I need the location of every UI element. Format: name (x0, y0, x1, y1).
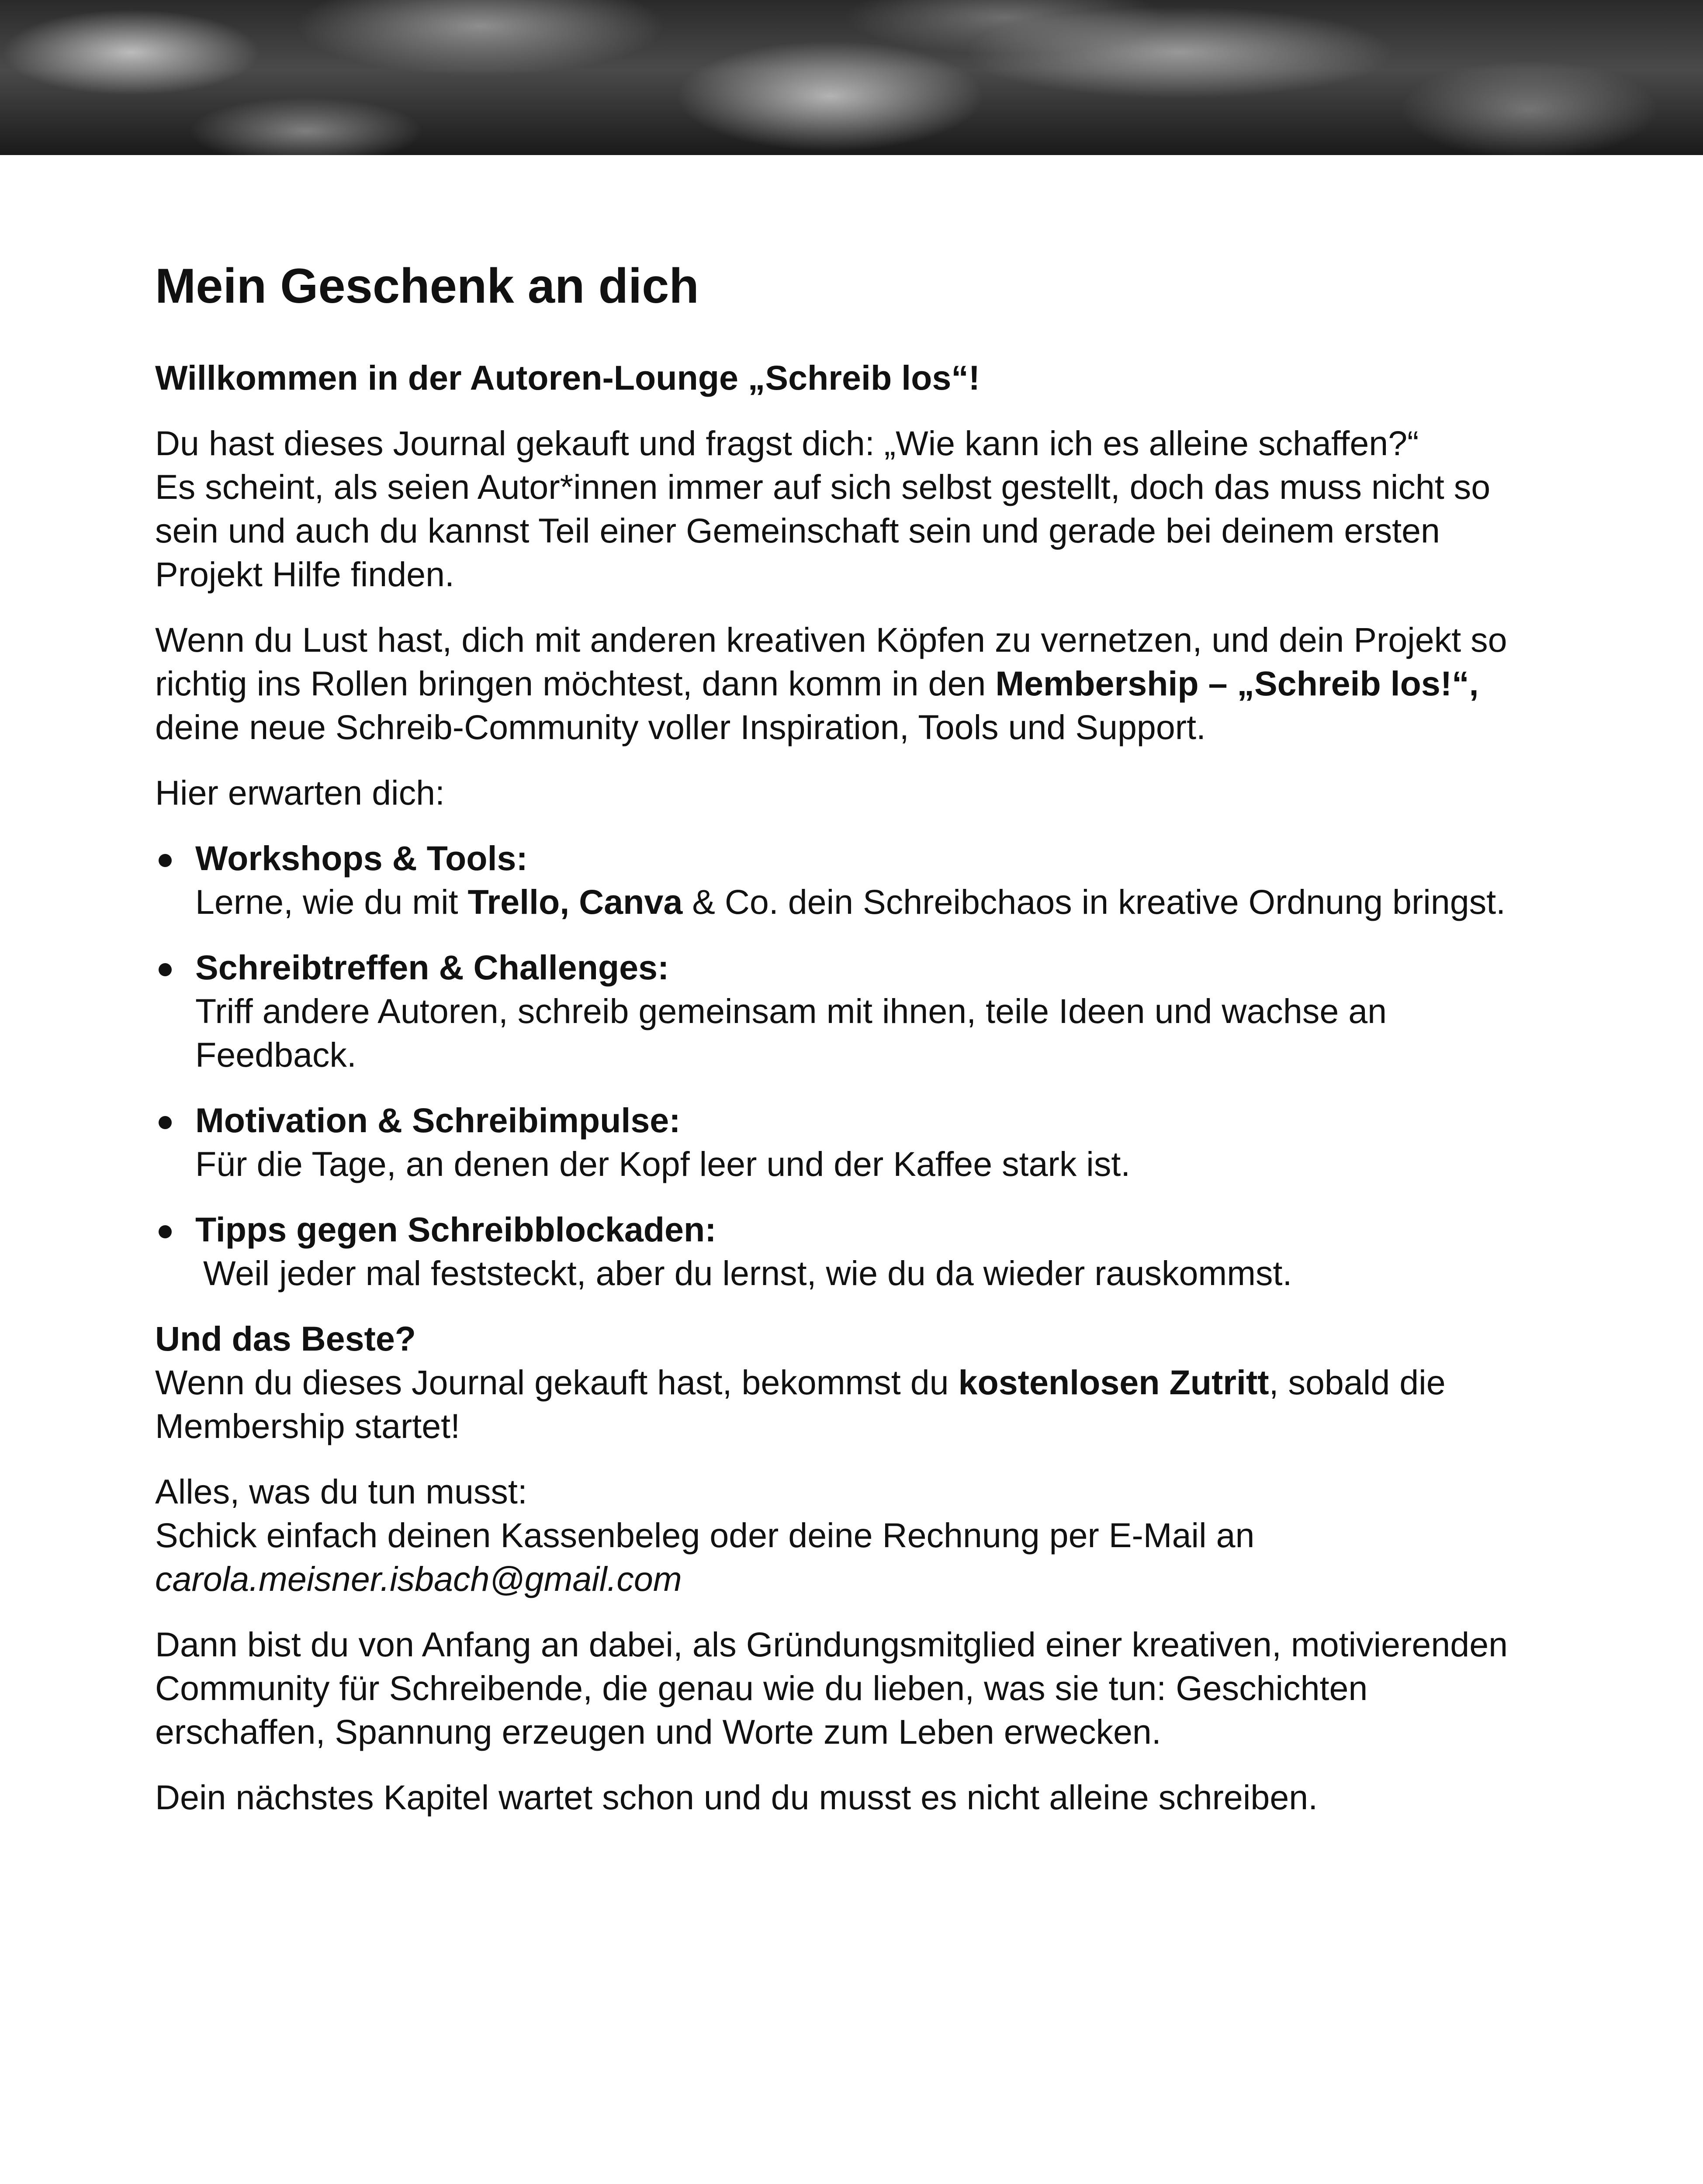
todo-line: Schick einfach deinen Kassenbeleg oder deine Rechnung per E-Mail an (155, 1516, 1255, 1555)
bullet-title: Tipps gegen Schreibblockaden: (195, 1210, 717, 1249)
list-item-workshops (155, 836, 1575, 924)
invite-paragraph (155, 618, 1575, 749)
invite-line: Wenn du Lust hast, dich mit anderen kreativen Köpfen zu vernetzen, und dein Projekt so (155, 620, 1507, 659)
tool-names: Trello, Canva (467, 882, 683, 921)
storm-clouds-banner (0, 0, 1703, 155)
expect-label: Hier erwarten dich: (155, 773, 445, 812)
free-access: kostenlosen Zutritt (958, 1363, 1269, 1402)
best-title: Und das Beste? (155, 1319, 416, 1358)
bullet-title: Motivation & Schreibimpulse: (195, 1101, 681, 1140)
todo-paragraph (155, 1470, 1575, 1601)
welcome-text: Willkommen in der Autoren-Lounge „Schreib los“! (155, 358, 980, 397)
invite-line: deine neue Schreib-Community voller Inspiration, Tools und Support. (155, 708, 1206, 746)
body-text (155, 356, 1575, 1841)
bullet-title: Schreibtreffen & Challenges: (195, 948, 669, 987)
list-item-tipps (155, 1208, 1575, 1295)
invite-line (155, 662, 1575, 705)
bullet-text: Feedback. (195, 1035, 357, 1074)
best-text: Wenn du dieses Journal gekauft hast, bekommst du (155, 1363, 959, 1402)
bullet-text-part: Lerne, wie du mit (195, 882, 468, 921)
bullet-text-part: & Co. dein Schreibchaos in kreative Ordnung bringst. (682, 882, 1506, 921)
list-item-schreibtreffen (155, 946, 1575, 1077)
closing-paragraph (155, 1623, 1575, 1754)
intro-line: sein und auch du kannst Teil einer Gemeinschaft sein und gerade bei deinem ersten (155, 511, 1440, 550)
bullet-dot-icon (159, 854, 172, 867)
bullet-dot-icon (159, 1116, 172, 1129)
bullet-title: Workshops & Tools: (195, 839, 528, 878)
closing-line: Community für Schreibende, die genau wie du lieben, was sie tun: Geschichten (155, 1669, 1368, 1707)
best-text: , sobald die (1269, 1363, 1446, 1402)
page-title: Mein Geschenk an dich (155, 259, 699, 313)
intro-line: Projekt Hilfe finden. (155, 555, 455, 594)
welcome-line (155, 356, 1575, 400)
membership-name: Membership – „Schreib los!“, (995, 664, 1479, 703)
best-paragraph (155, 1317, 1575, 1448)
closing-line: Dann bist du von Anfang an dabei, als Gründungsmitglied einer kreativen, motivierenden (155, 1625, 1508, 1664)
bullet-dot-icon (159, 1225, 172, 1238)
list-item-motivation (155, 1099, 1575, 1186)
final-line: Dein nächstes Kapitel wartet schon und du musst es nicht alleine schreiben. (155, 1778, 1318, 1817)
todo-line: Alles, was du tun musst: (155, 1472, 527, 1511)
benefits-list (155, 836, 1575, 1295)
invite-text: richtig ins Rollen bringen möchtest, dann komm in den (155, 664, 996, 703)
best-line (155, 1361, 1575, 1404)
intro-paragraph (155, 422, 1575, 596)
intro-line: Es scheint, als seien Autor*innen immer auf sich selbst gestellt, doch das muss nicht so (155, 467, 1491, 506)
bullet-text: Triff andere Autoren, schreib gemeinsam mit ihnen, teile Ideen und wachse an (195, 992, 1387, 1030)
contact-email: carola.meisner.isbach@gmail.com (155, 1559, 682, 1598)
intro-line: Du hast dieses Journal gekauft und fragst dich: „Wie kann ich es alleine schaffen?“ (155, 424, 1419, 463)
closing-line: erschaffen, Spannung erzeugen und Worte zum Leben erwecken. (155, 1712, 1161, 1751)
bullet-text (195, 880, 1575, 924)
bullet-text: Weil jeder mal feststeckt, aber du lernst, wie du da wieder rauskommst. (203, 1254, 1292, 1292)
bullet-dot-icon (159, 963, 172, 976)
bullet-text: Für die Tage, an denen der Kopf leer und der Kaffee stark ist. (195, 1144, 1131, 1183)
best-line: Membership startet! (155, 1406, 460, 1445)
